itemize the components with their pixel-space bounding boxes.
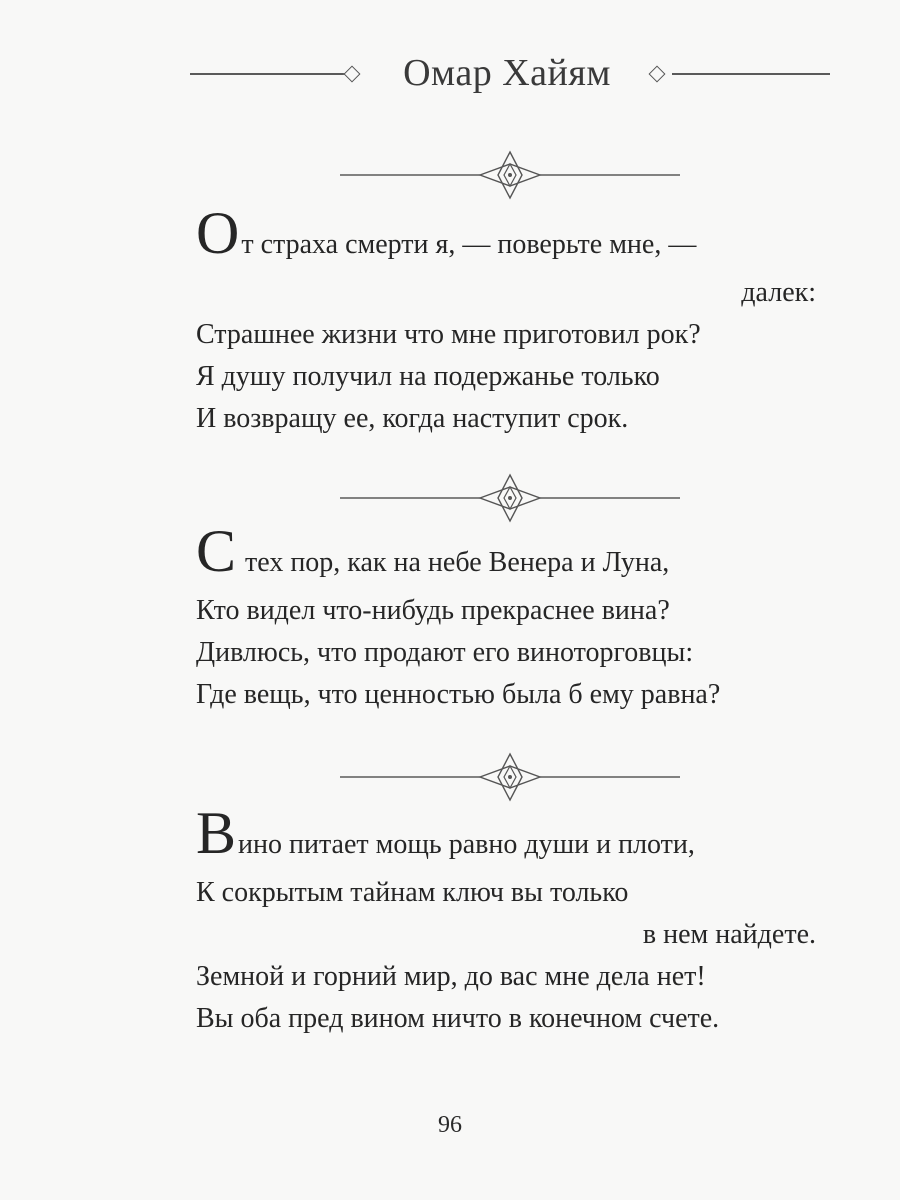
verse-line: И возвращу ее, когда наступит срок.	[196, 403, 629, 434]
verse-line: Кто видел что-нибудь прекраснее вина?	[196, 595, 670, 626]
diamond-ornament-icon	[649, 66, 666, 83]
verse-line: Земной и горний мир, до вас мне дела нет!	[196, 961, 706, 992]
ornament-divider-icon	[340, 150, 680, 200]
diamond-ornament-icon	[344, 66, 361, 83]
stanza-1	[196, 200, 826, 440]
verse-line: Дивлюсь, что продают его виноторговцы:	[196, 637, 694, 668]
stanza-first-line	[196, 800, 826, 872]
header-rule-left	[190, 73, 348, 75]
page-number: 96	[438, 1112, 462, 1138]
verse-line: К сокрытым тайнам ключ вы только	[196, 877, 629, 908]
verse-line: Где вещь, что ценностью была б ему равна?	[196, 679, 721, 710]
stanza-first-line	[196, 200, 826, 272]
line-text: ино питает мощь равно души и плоти,	[238, 829, 695, 860]
page-title: Омар Хайям	[403, 52, 611, 94]
stanza-3	[196, 800, 826, 1040]
line-text: т страха смерти я, — поверьте мне, —	[241, 229, 697, 260]
verse-line: Вы оба пред вином ничто в конечном счете.	[196, 1003, 720, 1034]
header-rule-right	[672, 73, 830, 75]
verse-line: далек:	[741, 277, 816, 308]
drop-cap: С	[196, 518, 237, 584]
drop-cap: В	[196, 800, 237, 866]
verse-line: Страшнее жизни что мне приготовил рок?	[196, 319, 701, 350]
ornament-divider-icon	[340, 473, 680, 523]
running-header	[0, 48, 900, 100]
line-text: тех пор, как на небе Венера и Луна,	[238, 547, 670, 578]
verse-line: Я душу получил на подержанье только	[196, 361, 660, 392]
drop-cap: О	[196, 200, 240, 266]
stanza-first-line	[196, 518, 826, 590]
stanza-2	[196, 518, 826, 716]
verse-line: в нем найдете.	[642, 919, 816, 950]
ornament-divider-icon	[340, 752, 680, 802]
